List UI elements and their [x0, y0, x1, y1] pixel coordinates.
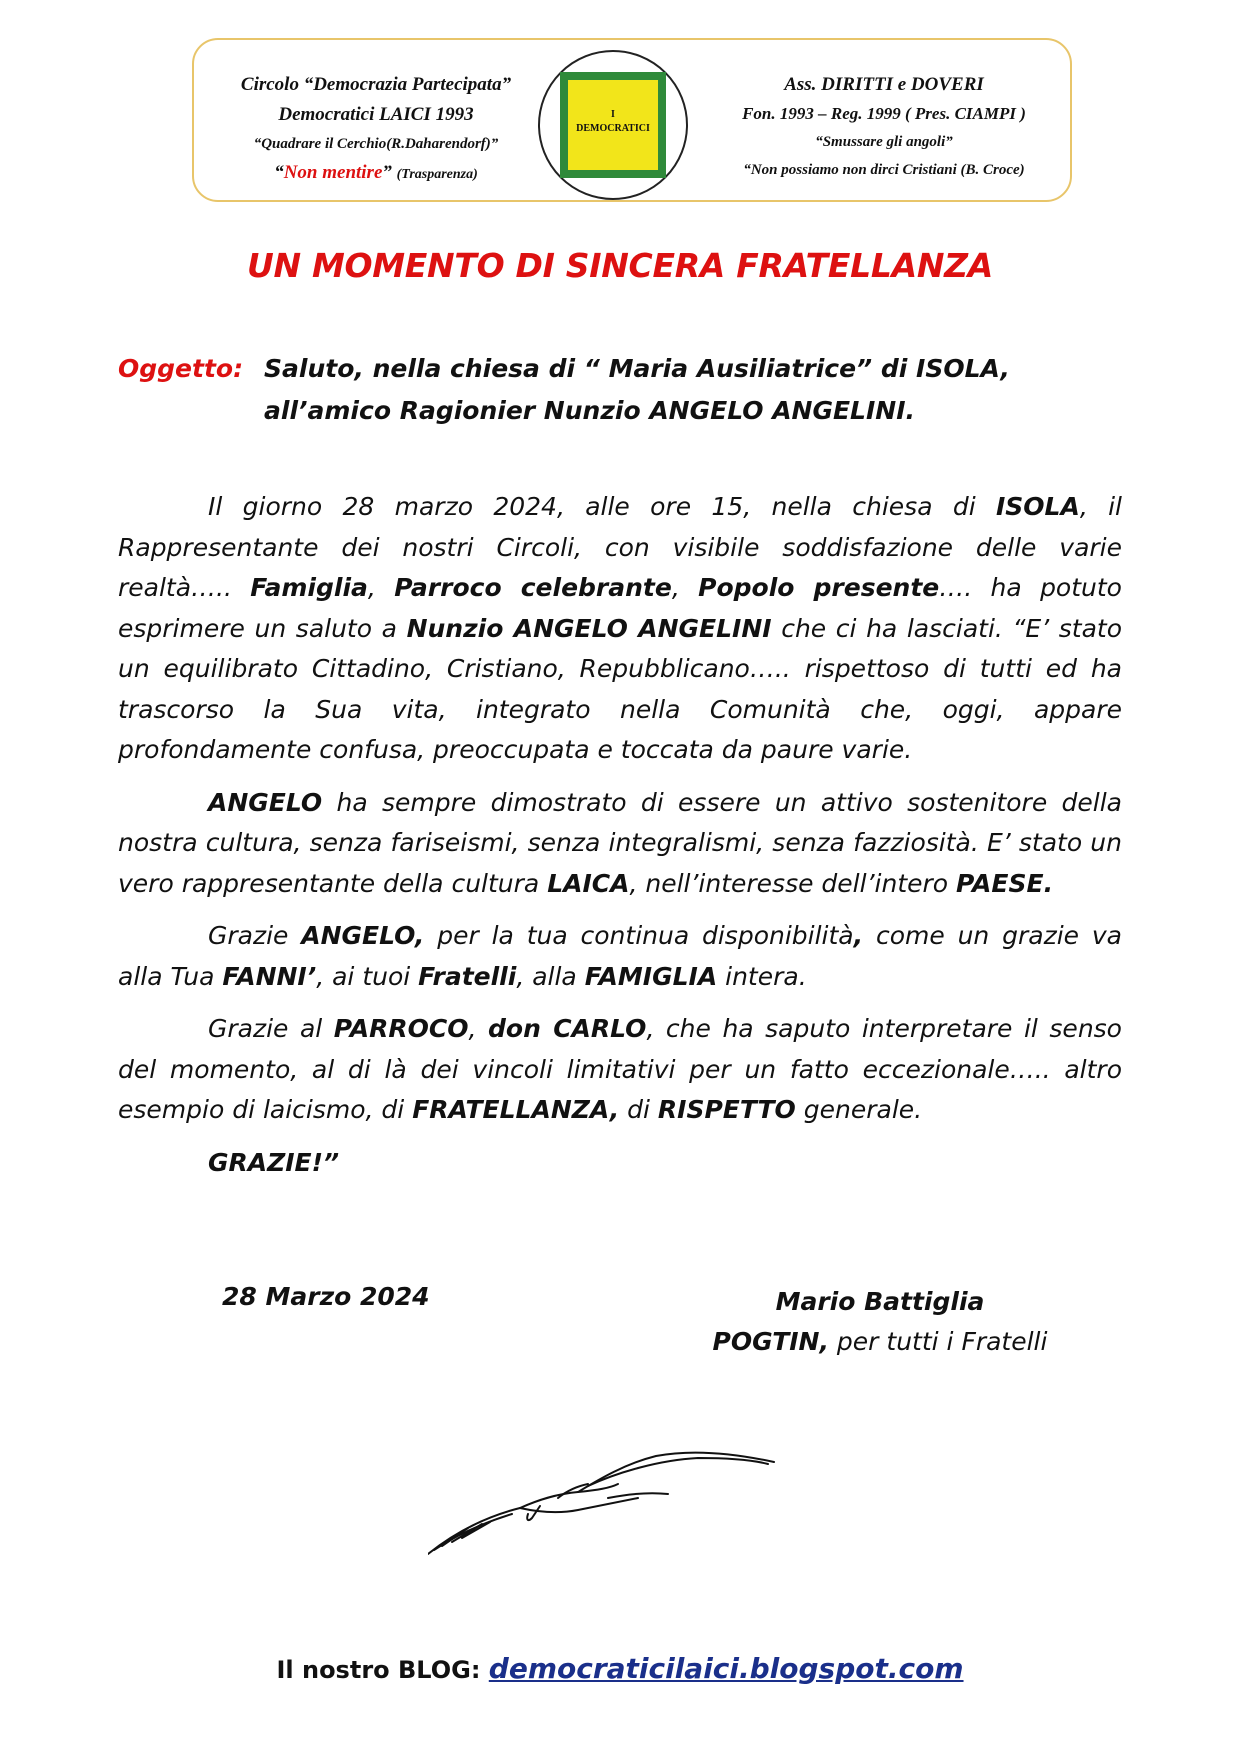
left-line-4: “Non mentire” (Trasparenza)	[274, 162, 478, 183]
subject-label: Oggetto:	[118, 354, 244, 383]
body-text: per la tua continua disponibilità	[424, 921, 854, 950]
body-text: Il giorno 28 marzo 2024, alle ore 15, nella chiesa di	[208, 492, 996, 521]
logo-text-1: I	[611, 109, 615, 120]
signature-role-rest: per tutti i Fratelli	[828, 1327, 1048, 1356]
blog-link[interactable]: democraticilaici.blogspot.com	[488, 1652, 964, 1685]
body-text: ,	[671, 573, 699, 602]
body-paragraph	[118, 916, 1122, 997]
right-line-4: “Non possiamo non dirci Cristiani (B. Croce)	[743, 162, 1025, 178]
emphasis-text: LAICA	[547, 868, 630, 898]
emphasis-text: PARROCO	[333, 1014, 469, 1043]
body-paragraph	[118, 1143, 1122, 1184]
body-text: di	[619, 1095, 658, 1124]
emphasis-text: FRATELLANZA,	[412, 1095, 620, 1124]
emphasis-text: GRAZIE!”	[208, 1147, 340, 1177]
right-line-2: Fon. 1993 – Reg. 1999 ( Pres. CIAMPI )	[742, 104, 1026, 123]
body-text: ha sempre dimostrato di essere un attivo sostenitore della nostra cultura, senza fariseismi, senza integralismi, senza fazziosità. E’ stato un vero rappresentante della cultura	[118, 787, 1122, 898]
left-line-3: “Quadrare il Cerchio(R.Daharendorf)”	[253, 136, 499, 152]
right-line-3: “Smussare gli angoli”	[815, 134, 953, 150]
right-line-1: Ass. DIRITTI e DOVERI	[784, 74, 984, 95]
body-text: generale.	[795, 1095, 923, 1124]
signature-block	[700, 1282, 1060, 1362]
emphasis-text: Nunzio ANGELO ANGELINI	[406, 613, 772, 643]
logo-text-2: DEMOCRATICI	[576, 123, 650, 134]
signature-role: POGTIN,	[712, 1327, 829, 1356]
document-title: UN MOMENTO DI SINCERA FRATELLANZA	[246, 246, 994, 285]
emphasis-text: ISOLA	[995, 492, 1080, 521]
emphasis-text: don CARLO	[488, 1014, 647, 1043]
letterhead-left	[206, 70, 546, 190]
body-text: …. ha potuto esprimere un saluto a	[118, 573, 1122, 643]
letter-body	[118, 487, 1122, 1195]
seagull-icon	[428, 1450, 778, 1560]
left-line-2: Democratici LAICI 1993	[278, 104, 474, 125]
body-text: Grazie	[208, 921, 302, 950]
emphasis-text: Fratelli	[418, 961, 517, 991]
emphasis-text: Popolo presente	[698, 573, 940, 602]
body-text: , che ha saputo interpretare il senso del momento, al di là dei vincoli limitativi per un fatto eccezionale….. altro esempio di laicismo, di	[118, 1014, 1122, 1124]
left-line-1: Circolo “Democrazia Partecipata”	[240, 74, 512, 95]
body-text: , alla	[516, 961, 585, 991]
emphasis-text: Famiglia	[250, 573, 368, 602]
body-text: , ai tuoi	[316, 961, 419, 991]
body-paragraph	[118, 1009, 1122, 1131]
signature-name: Mario Battiglia	[775, 1287, 985, 1316]
letterhead-right	[714, 70, 1054, 184]
emphasis-text: ,	[853, 921, 864, 950]
letter-date: 28 Marzo 2024	[222, 1282, 430, 1311]
body-text: intera.	[717, 961, 807, 991]
blog-label: Il nostro BLOG:	[276, 1656, 481, 1684]
emphasis-text: ANGELO,	[301, 921, 425, 950]
emphasis-text: RISPETTO	[657, 1095, 796, 1124]
body-text: ,	[367, 573, 395, 602]
emphasis-text: Parroco celebrante	[394, 573, 672, 602]
emphasis-text: ANGELO	[208, 787, 323, 817]
non-mentire-text: Non mentire	[283, 162, 383, 183]
body-text: come un grazie va alla Tua	[118, 921, 1122, 991]
democratici-logo	[532, 44, 694, 206]
emphasis-text: FANNI’	[222, 961, 317, 991]
body-text: Grazie al	[208, 1014, 334, 1043]
blog-footer	[0, 1652, 1240, 1685]
body-paragraph	[118, 487, 1122, 771]
emphasis-text: PAESE.	[956, 868, 1054, 898]
body-text: ,	[468, 1014, 489, 1043]
body-text: che ci ha lasciati. “E’ stato un equilibrato Cittadino, Cristiano, Repubblicano….. rispettoso di tutti ed ha trascorso la Sua vita, integrato nella Comunità che, oggi, appare profondamente confusa, preoccupata e toccata da paure varie.	[118, 613, 1122, 764]
emphasis-text: FAMIGLIA	[584, 961, 718, 991]
subject-text: Saluto, nella chiesa di “ Maria Ausiliatrice” di ISOLA, all’amico Ragionier Nunzio ANGELO ANGELINI.	[264, 354, 1010, 425]
body-text: , il Rappresentante dei nostri Circoli, con visibile soddisfazione delle varie realtà…..	[118, 492, 1122, 602]
body-text: , nell’interesse dell’intero	[629, 868, 957, 898]
body-paragraph	[118, 783, 1122, 905]
trasparenza-text: (Trasparenza)	[396, 167, 478, 182]
